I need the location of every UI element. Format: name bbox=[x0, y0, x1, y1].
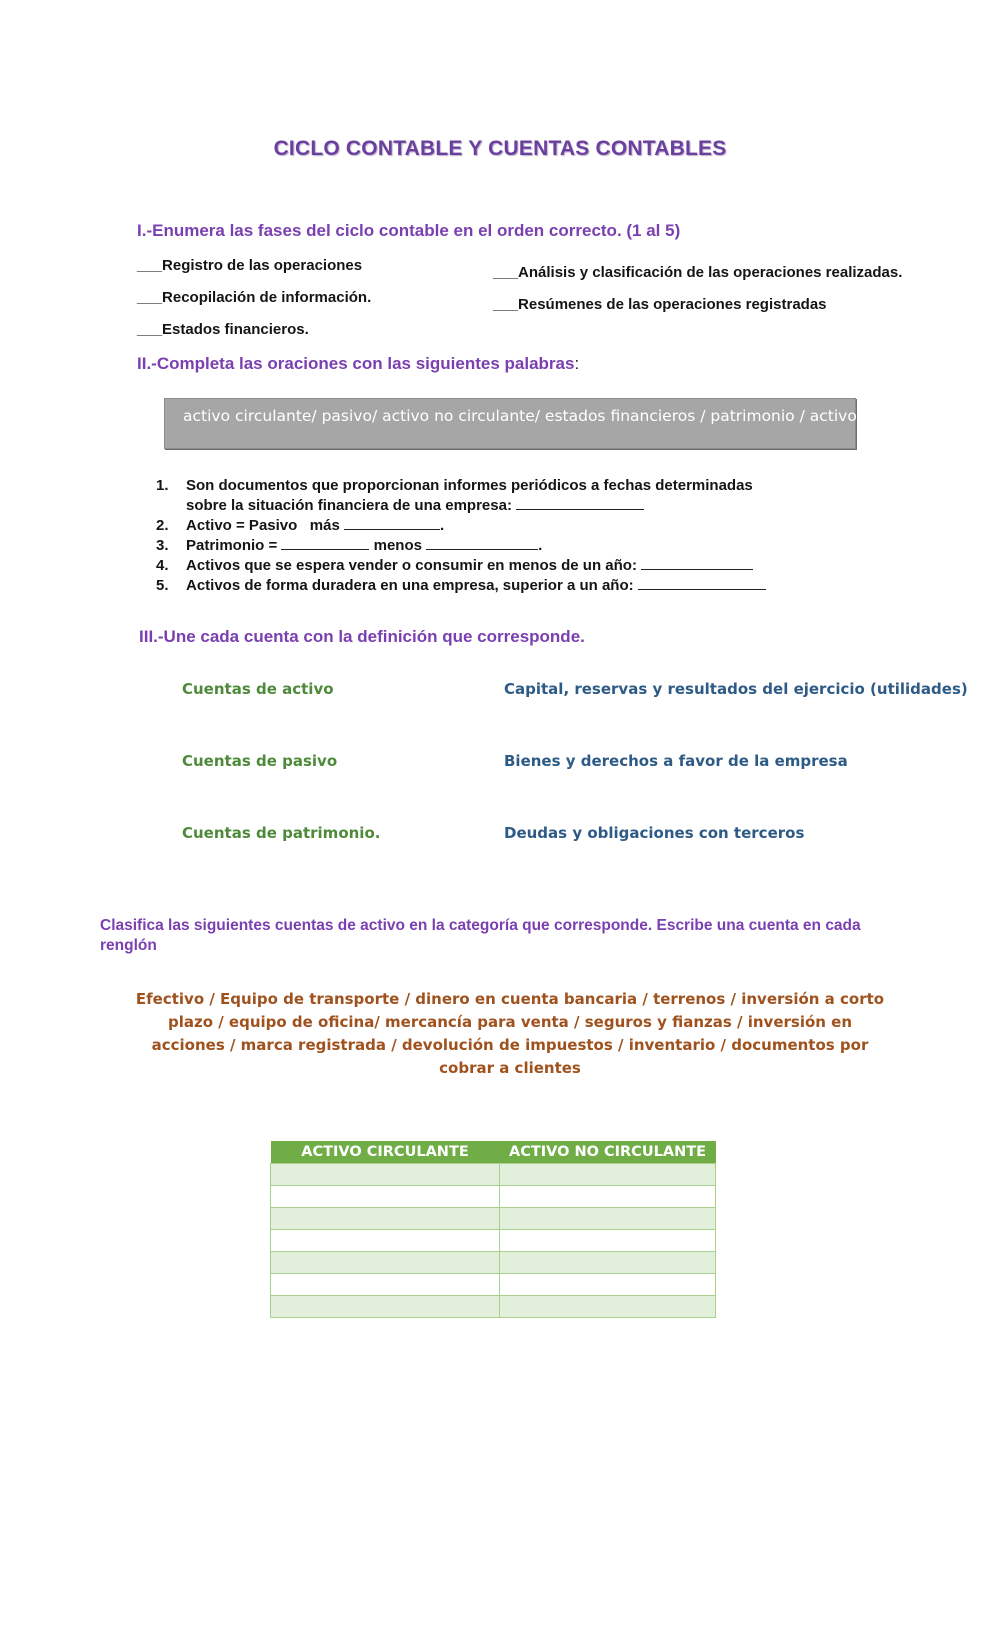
phase-label: Resúmenes de las operaciones registradas bbox=[518, 296, 827, 313]
match-left-activo[interactable]: Cuentas de activo bbox=[182, 680, 334, 698]
question-text-body: Activos de forma duradera en una empresa, superior a un año: bbox=[186, 577, 634, 594]
answer-blank[interactable]: ___ bbox=[493, 296, 519, 313]
phase-item-resumenes bbox=[493, 296, 827, 313]
section-2-heading bbox=[137, 354, 579, 374]
match-left-patrimonio[interactable]: Cuentas de patrimonio. bbox=[182, 824, 381, 842]
cell-circulante[interactable] bbox=[271, 1164, 500, 1186]
phase-item-analisis bbox=[493, 264, 902, 281]
phase-item-registro bbox=[137, 257, 362, 274]
match-left-pasivo[interactable]: Cuentas de pasivo bbox=[182, 752, 338, 770]
phase-item-estados bbox=[137, 321, 309, 338]
match-right-deudas[interactable]: Deudas y obligaciones con terceros bbox=[504, 824, 805, 842]
answer-blank-1[interactable] bbox=[516, 508, 644, 510]
question-number: 4. bbox=[156, 557, 169, 574]
question-number: 3. bbox=[156, 537, 169, 554]
answer-blank[interactable]: ___ bbox=[137, 257, 163, 274]
question-text-line2: sobre la situación financiera de una empresa: bbox=[186, 497, 512, 514]
word-bank-text: activo circulante/ pasivo/ activo no circulante/ estados financieros / patrimonio / activo bbox=[183, 407, 857, 425]
heading-colon: : bbox=[574, 354, 580, 373]
table-row bbox=[271, 1274, 716, 1296]
answer-blank[interactable]: ___ bbox=[137, 321, 163, 338]
answer-blank-3b[interactable] bbox=[426, 548, 538, 550]
question-text bbox=[186, 536, 542, 556]
phase-item-recopilacion bbox=[137, 289, 371, 306]
header-activo-no-circulante: ACTIVO NO CIRCULANTE bbox=[500, 1141, 716, 1164]
phase-label: Recopilación de información. bbox=[162, 289, 372, 306]
answer-blank[interactable]: ___ bbox=[137, 289, 163, 306]
cell-circulante[interactable] bbox=[271, 1274, 500, 1296]
question-suffix: . bbox=[440, 517, 445, 534]
question-text-body: Activos que se espera vender o consumir en menos de un año: bbox=[186, 557, 637, 574]
table-header-row bbox=[271, 1141, 716, 1164]
answer-blank-5[interactable] bbox=[638, 588, 766, 590]
cell-circulante[interactable] bbox=[271, 1230, 500, 1252]
cell-circulante[interactable] bbox=[271, 1296, 500, 1318]
question-middle: menos bbox=[373, 537, 422, 554]
table-row bbox=[271, 1296, 716, 1318]
match-right-bienes[interactable]: Bienes y derechos a favor de la empresa bbox=[504, 752, 848, 770]
table-row bbox=[271, 1230, 716, 1252]
question-text bbox=[186, 576, 766, 596]
section-1-heading: I.-Enumera las fases del ciclo contable en el orden correcto. (1 al 5) bbox=[137, 221, 681, 240]
question-number: 2. bbox=[156, 517, 169, 534]
section-3-heading: III.-Une cada cuenta con la definición que corresponde. bbox=[139, 627, 585, 646]
table-row bbox=[271, 1208, 716, 1230]
answer-blank[interactable]: ___ bbox=[493, 264, 519, 281]
question-number: 5. bbox=[156, 577, 169, 594]
cell-no-circulante[interactable] bbox=[500, 1296, 716, 1318]
classify-instruction: Clasifica las siguientes cuentas de activo en la categoría que corresponde. Escribe una cuenta en cada renglón bbox=[100, 917, 861, 954]
answer-blank-3a[interactable] bbox=[281, 548, 369, 550]
question-prefix: Patrimonio = bbox=[186, 537, 278, 554]
phase-label: Estados financieros. bbox=[162, 321, 309, 338]
cell-circulante[interactable] bbox=[271, 1208, 500, 1230]
section-2-heading-text: II.-Completa las oraciones con las siguientes palabras bbox=[137, 354, 575, 373]
question-text: Son documentos que proporcionan informes periódicos a fechas determinadas bbox=[186, 477, 753, 494]
cell-no-circulante[interactable] bbox=[500, 1230, 716, 1252]
accounts-list: Efectivo / Equipo de transporte / dinero en cuenta bancaria / terrenos / inversión a corto plazo / equipo de oficina/ mercancía para venta / seguros y fianzas / inversión en acciones / marca registrada / devolución de impuestos / inventario / documentos por cobrar a clientes bbox=[135, 990, 885, 1077]
cell-no-circulante[interactable] bbox=[500, 1208, 716, 1230]
question-prefix: Activo = Pasivo más bbox=[186, 517, 340, 534]
cell-circulante[interactable] bbox=[271, 1252, 500, 1274]
question-number: 1. bbox=[156, 477, 169, 494]
answer-blank-4[interactable] bbox=[641, 568, 753, 570]
question-suffix: . bbox=[538, 537, 543, 554]
table-row bbox=[271, 1252, 716, 1274]
question-text bbox=[186, 556, 753, 576]
match-right-capital[interactable]: Capital, reservas y resultados del ejercicio (utilidades) bbox=[504, 680, 968, 698]
cell-no-circulante[interactable] bbox=[500, 1186, 716, 1208]
phase-label: Análisis y clasificación de las operaciones realizadas. bbox=[518, 264, 903, 281]
cell-no-circulante[interactable] bbox=[500, 1164, 716, 1186]
question-text bbox=[186, 496, 644, 516]
word-bank-box bbox=[164, 398, 856, 449]
page-title: CICLO CONTABLE Y CUENTAS CONTABLES bbox=[273, 137, 727, 160]
cell-circulante[interactable] bbox=[271, 1186, 500, 1208]
answer-blank-2[interactable] bbox=[344, 528, 440, 530]
phase-label: Registro de las operaciones bbox=[162, 257, 363, 274]
table-row bbox=[271, 1164, 716, 1186]
cell-no-circulante[interactable] bbox=[500, 1274, 716, 1296]
header-activo-circulante: ACTIVO CIRCULANTE bbox=[271, 1141, 500, 1164]
table-row bbox=[271, 1186, 716, 1208]
asset-classification-table bbox=[270, 1141, 716, 1318]
question-text bbox=[186, 516, 444, 536]
cell-no-circulante[interactable] bbox=[500, 1252, 716, 1274]
